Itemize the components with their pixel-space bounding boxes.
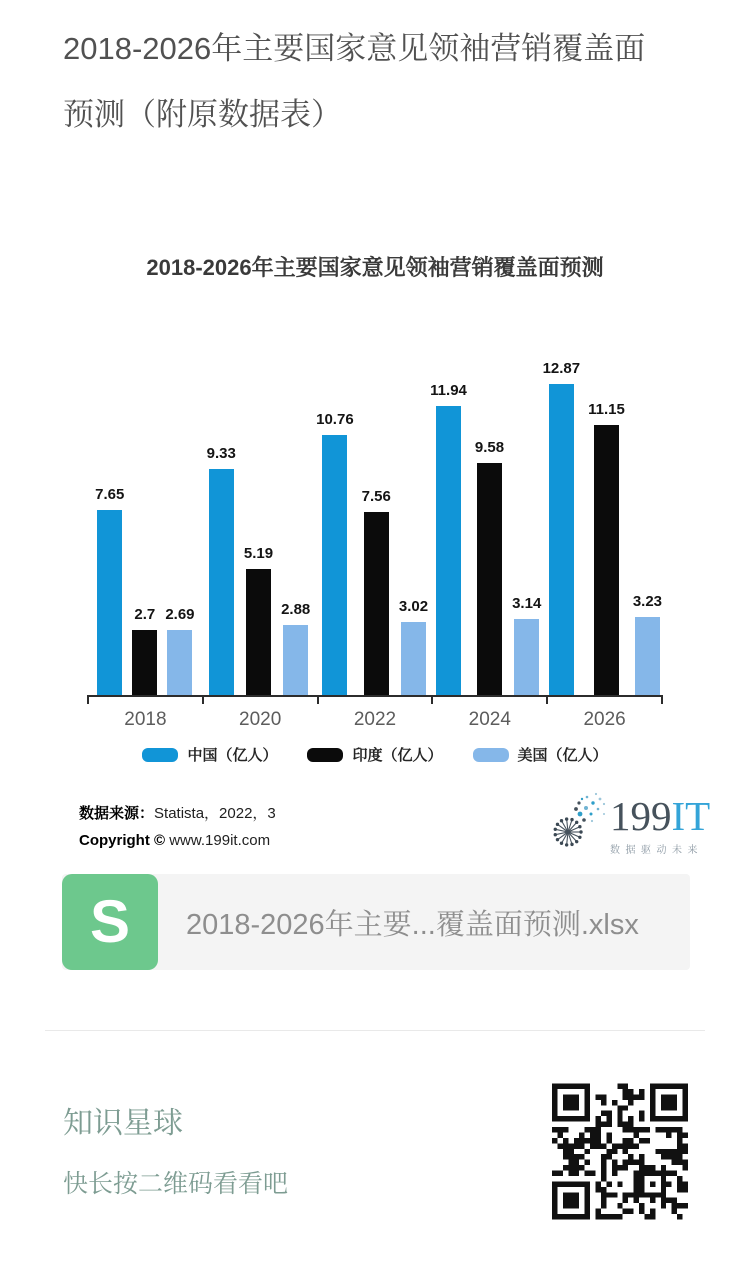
bar-value-label: 9.58 (474, 439, 505, 456)
axis-tick (317, 695, 319, 704)
logo-text-it: IT (671, 793, 711, 839)
logo-tagline: 数据驱动未来 (610, 845, 703, 856)
promo-subtitle: 快长按二维码看看吧 (63, 1170, 289, 1198)
axis-tick (87, 695, 89, 704)
bar-2022-中国（亿人） (322, 435, 347, 695)
bar-value-label: 7.56 (361, 488, 391, 505)
axis-tick (661, 695, 663, 704)
article-title: 2018-2026年主要国家意见领袖营销覆盖面预测（附原数据表） (63, 31, 646, 132)
legend (0, 744, 750, 765)
bar-value-label: 9.33 (206, 445, 236, 462)
bar-group-2024 (429, 352, 543, 695)
bar-2018-中国（亿人） (97, 510, 122, 695)
bar-2026-印度（亿人） (594, 425, 619, 695)
bar-2020-美国（亿人） (283, 625, 308, 695)
bar-value-label: 3.02 (398, 598, 429, 615)
data-source-block (79, 800, 276, 854)
x-axis-labels (88, 709, 662, 731)
bar-value-label: 2.88 (281, 601, 311, 618)
legend-swatch (142, 748, 178, 762)
qr-code (552, 1083, 688, 1220)
x-tick-label: 2022 (353, 709, 397, 730)
xlsx-icon-letter: S (89, 888, 131, 955)
xlsx-icon (62, 874, 158, 970)
bar-2022-印度（亿人） (364, 512, 389, 695)
bar-value-label: 3.23 (632, 593, 663, 610)
bar-2022-美国（亿人） (401, 622, 426, 695)
bar-group-2022 (315, 352, 429, 695)
bar-group-2018 (88, 352, 202, 695)
bar-value-label: 11.94 (430, 382, 467, 399)
bar-value-label: 12.87 (542, 360, 581, 377)
legend-swatch (473, 748, 509, 762)
bar-value-label: 2.7 (134, 606, 156, 623)
data-source-line: 数据来源：Statista，2022，3 (79, 805, 276, 822)
bar-2024-美国（亿人） (514, 619, 539, 695)
bar-value-label: 2.69 (165, 606, 195, 623)
legend-swatch (307, 748, 343, 762)
attachment-filename: 2018-2026年主要...覆盖面预测.xlsx (186, 908, 639, 941)
chart-title: 2018-2026年主要国家意见领袖营销覆盖面预测 (146, 255, 604, 280)
bar-2018-美国（亿人） (167, 630, 192, 695)
legend-label: 中国（亿人） (187, 747, 278, 764)
legend-item (142, 744, 277, 765)
bar-2024-印度（亿人） (477, 463, 502, 695)
bar-2020-印度（亿人） (246, 569, 271, 695)
bar-2026-美国（亿人） (635, 617, 660, 695)
axis-tick (431, 695, 433, 704)
logo-199it (546, 790, 711, 858)
bar-value-label: 7.65 (95, 486, 125, 503)
x-tick-label: 2020 (239, 709, 282, 730)
promo-title[interactable]: 知识星球 (63, 1107, 183, 1140)
bar-value-label: 10.76 (316, 411, 354, 428)
legend-label: 印度（亿人） (352, 747, 443, 764)
x-tick-label: 2018 (124, 709, 167, 730)
bar-group-2020 (202, 352, 316, 695)
bar-value-label: 5.19 (243, 545, 274, 562)
bar-2018-印度（亿人） (132, 630, 157, 695)
bar-group-2026 (543, 352, 662, 695)
bar-2026-中国（亿人） (549, 384, 574, 695)
axis-tick (202, 695, 204, 704)
legend-item (473, 744, 608, 765)
bar-2024-中国（亿人） (436, 406, 461, 695)
x-tick-label: 2024 (468, 709, 511, 730)
bar-value-label: 11.15 (588, 401, 625, 418)
attachment-card[interactable] (62, 874, 690, 970)
axis-tick (546, 695, 548, 704)
copyright-line: Copyright © www.199it.com (79, 832, 271, 849)
legend-item (307, 744, 442, 765)
dandelion-icon (546, 790, 608, 856)
divider (45, 1030, 705, 1031)
logo-text-199: 199 (610, 793, 672, 839)
bar-2020-中国（亿人） (209, 469, 234, 695)
x-tick-label: 2026 (583, 709, 626, 730)
bar-value-label: 3.14 (512, 595, 542, 612)
plot-area (88, 352, 662, 697)
legend-label: 美国（亿人） (517, 747, 608, 764)
